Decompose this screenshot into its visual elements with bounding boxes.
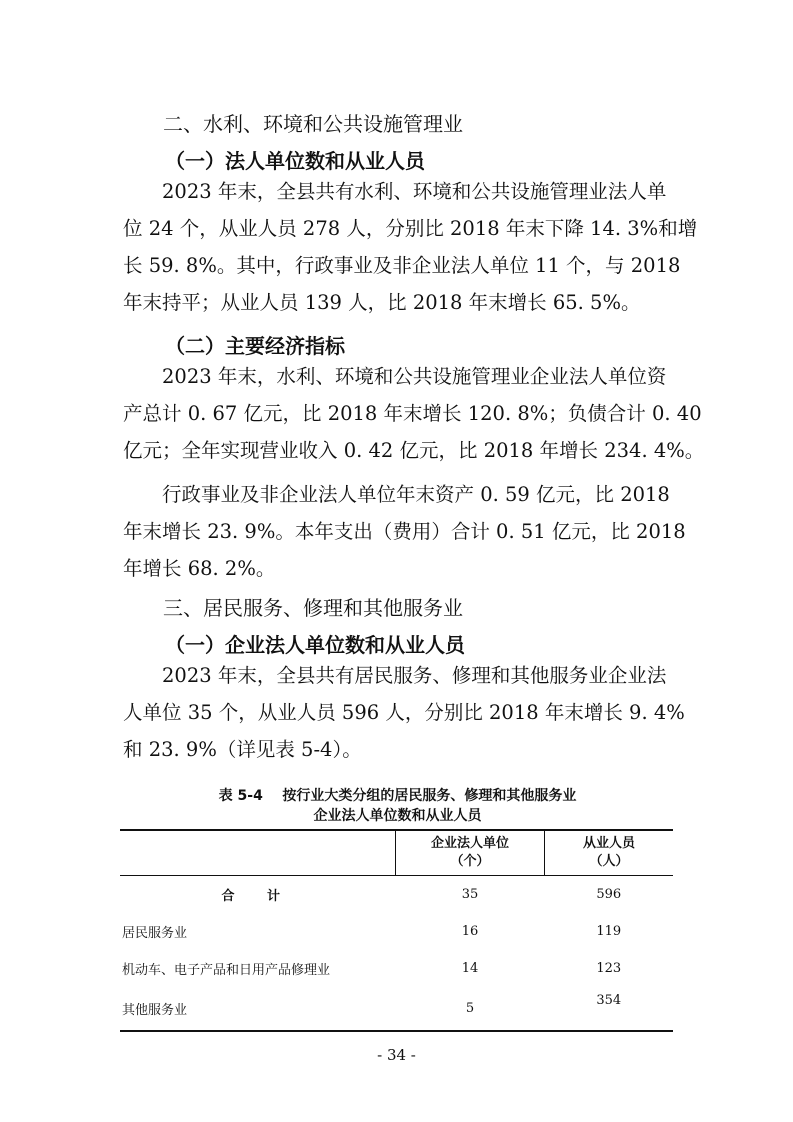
paragraph-line: 人单位 35 个，从业人员 596 人，分别比 2018 年末增长 9. 4%: [123, 701, 685, 724]
table-row: [120, 950, 673, 987]
paragraph-line: 年末增长 23. 9%。本年支出（费用）合计 0. 51 亿元，比 2018: [123, 520, 686, 543]
table-row: [120, 987, 673, 1031]
paragraph-line: 行政事业及非企业法人单位年末资产 0. 59 亿元，比 2018: [162, 483, 670, 506]
row-units: 35: [461, 887, 479, 902]
section-heading-water-environment: 二、水利、环境和公共设施管理业: [163, 112, 463, 136]
row-name: 其他服务业: [122, 1003, 188, 1018]
row-employees: 119: [596, 924, 622, 939]
header-units-label: 企业法人单位: [430, 836, 509, 851]
paragraph-line: 位 24 个，从业人员 278 人，分别比 2018 年末下降 14. 3%和增: [123, 217, 698, 240]
table-caption-line2: 企业法人单位数和从业人员: [313, 808, 482, 824]
row-name: 居民服务业: [122, 926, 188, 941]
subheading-enterprise-units-employees: （一）企业法人单位数和从业人员: [165, 633, 465, 657]
header-cell-category: [120, 830, 396, 876]
table-caption-line1: 表 5-4 按行业大类分组的居民服务、修理和其他服务业: [218, 788, 577, 804]
row-employees: 596: [596, 887, 622, 902]
paragraph-economic-indicators: [123, 358, 705, 469]
row-units: 16: [461, 924, 479, 939]
data-table: [120, 829, 673, 1032]
paragraph-line: 2023 年末，全县共有水利、环境和公共设施管理业法人单: [162, 180, 667, 203]
row-units: 14: [461, 961, 479, 976]
paragraph-non-enterprise: [123, 476, 686, 587]
paragraph-line: 和 23. 9%（详见表 5-4）。: [123, 738, 362, 761]
paragraph-line: 亿元；全年实现营业收入 0. 42 亿元，比 2018 年增长 234. 4%。: [123, 439, 705, 462]
paragraph-line: 长 59. 8%。其中，行政事业及非企业法人单位 11 个，与 2018: [123, 254, 681, 277]
paragraph-enterprise-units: [123, 657, 685, 768]
paragraph-line: 2023 年末，全县共有居民服务、修理和其他服务业企业法: [162, 664, 667, 687]
row-name: 机动车、电子产品和日用产品修理业: [122, 963, 331, 978]
header-cell-employees: [545, 830, 674, 876]
header-units-unit: （个）: [450, 854, 490, 869]
paragraph-line: 年增长 68. 2%。: [123, 557, 276, 580]
table-row: [120, 913, 673, 950]
page-number: - 34 -: [377, 1046, 416, 1064]
header-employees-label: 从业人员: [582, 836, 635, 851]
row-units: 5: [465, 1001, 475, 1016]
row-employees: 123: [596, 961, 622, 976]
paragraph-line: 产总计 0. 67 亿元，比 2018 年末增长 120. 8%；负债合计 0. 40: [123, 402, 702, 425]
paragraph-legal-units: [123, 173, 698, 321]
section-heading-resident-services: 三、居民服务、修理和其他服务业: [163, 596, 463, 620]
paragraph-line: 2023 年末，水利、环境和公共设施管理业企业法人单位资: [162, 365, 667, 388]
row-name: 合 计: [221, 889, 295, 904]
table-header-row: [120, 830, 673, 876]
subheading-legal-units-employees: （一）法人单位数和从业人员: [165, 149, 425, 173]
header-cell-units: [396, 830, 545, 876]
row-employees: 354: [596, 993, 622, 1008]
paragraph-line: 年末持平；从业人员 139 人，比 2018 年末增长 65. 5%。: [123, 291, 641, 314]
header-employees-unit: （人）: [589, 854, 629, 869]
table-caption: [120, 786, 675, 826]
table-row-total: [120, 876, 673, 914]
subheading-economic-indicators: （二）主要经济指标: [165, 334, 345, 358]
